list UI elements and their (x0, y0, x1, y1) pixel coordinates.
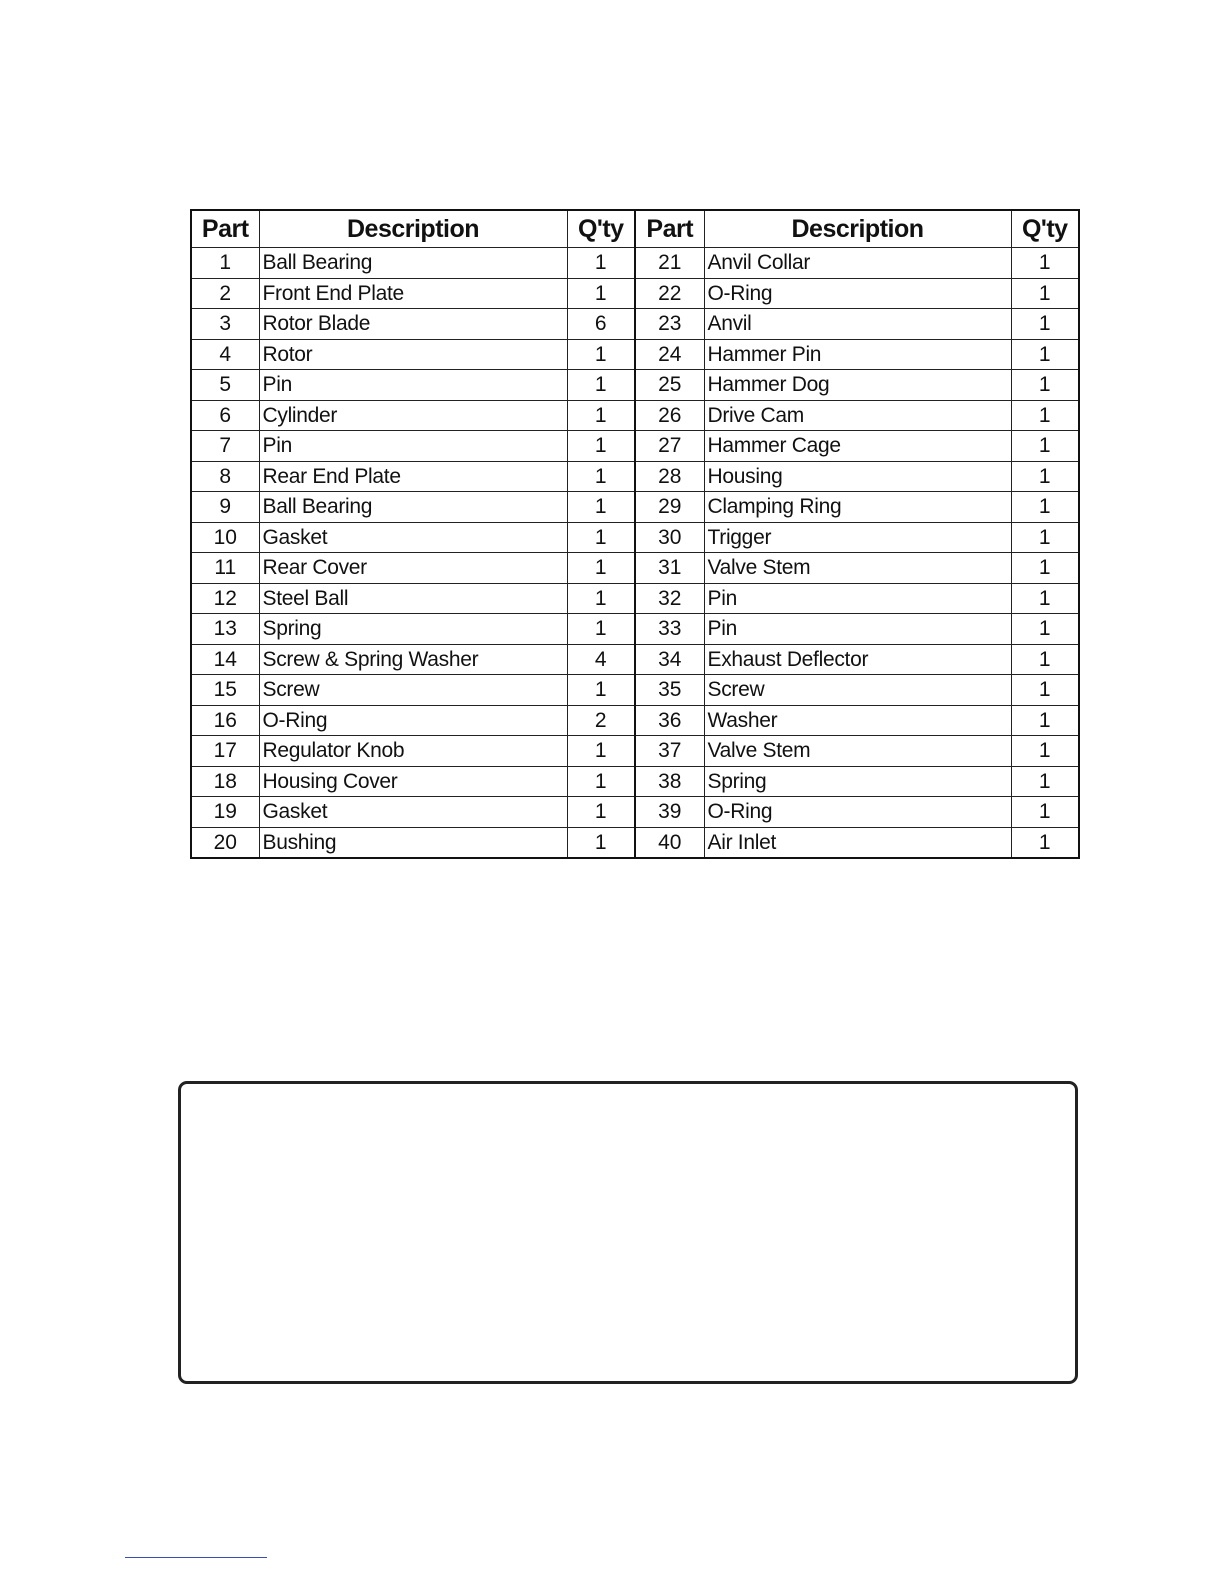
description-cell: Spring (259, 614, 567, 645)
quantity-cell: 1 (567, 339, 635, 370)
quantity-cell: 1 (1011, 705, 1079, 736)
quantity-cell: 1 (1011, 400, 1079, 431)
quantity-cell: 1 (1011, 583, 1079, 614)
table-row (191, 370, 1079, 401)
table-row (191, 248, 1079, 279)
description-cell: Hammer Dog (704, 370, 1011, 401)
table-row (191, 553, 1079, 584)
part-number-cell: 6 (191, 400, 259, 431)
quantity-cell: 1 (567, 614, 635, 645)
part-number-cell: 38 (635, 766, 704, 797)
part-number-cell: 21 (635, 248, 704, 279)
description-cell: Rear Cover (259, 553, 567, 584)
part-number-cell: 1 (191, 248, 259, 279)
quantity-cell: 1 (567, 278, 635, 309)
table-row (191, 431, 1079, 462)
part-number-cell: 35 (635, 675, 704, 706)
notice-box (178, 1081, 1078, 1384)
parts-table-body (191, 248, 1079, 859)
description-cell: Rotor (259, 339, 567, 370)
part-number-cell: 37 (635, 736, 704, 767)
part-number-cell: 14 (191, 644, 259, 675)
table-row (191, 675, 1079, 706)
description-cell: O-Ring (704, 797, 1011, 828)
description-cell: Rear End Plate (259, 461, 567, 492)
table-header-row (191, 210, 1079, 248)
part-number-cell: 36 (635, 705, 704, 736)
description-cell: Screw (704, 675, 1011, 706)
part-number-cell: 28 (635, 461, 704, 492)
part-number-cell: 19 (191, 797, 259, 828)
part-number-cell: 2 (191, 278, 259, 309)
quantity-cell: 1 (1011, 675, 1079, 706)
table-row (191, 461, 1079, 492)
table-row (191, 278, 1079, 309)
quantity-cell: 1 (567, 736, 635, 767)
description-cell: O-Ring (259, 705, 567, 736)
quantity-cell: 1 (567, 583, 635, 614)
part-number-cell: 40 (635, 827, 704, 858)
quantity-cell: 1 (1011, 644, 1079, 675)
quantity-cell: 1 (1011, 248, 1079, 279)
quantity-cell: 2 (567, 705, 635, 736)
quantity-cell: 1 (567, 492, 635, 523)
part-number-cell: 11 (191, 553, 259, 584)
table-row (191, 705, 1079, 736)
part-number-cell: 31 (635, 553, 704, 584)
quantity-cell: 1 (1011, 309, 1079, 340)
quantity-cell: 1 (1011, 492, 1079, 523)
description-cell: Anvil Collar (704, 248, 1011, 279)
description-cell: Pin (259, 370, 567, 401)
description-cell: Bushing (259, 827, 567, 858)
quantity-cell: 1 (567, 797, 635, 828)
description-cell: Rotor Blade (259, 309, 567, 340)
description-cell: Pin (259, 431, 567, 462)
quantity-cell: 1 (1011, 522, 1079, 553)
quantity-cell: 1 (567, 461, 635, 492)
description-cell: Gasket (259, 522, 567, 553)
description-cell: Air Inlet (704, 827, 1011, 858)
part-number-cell: 17 (191, 736, 259, 767)
header-qty-left: Q'ty (567, 210, 635, 248)
description-cell: Clamping Ring (704, 492, 1011, 523)
description-cell: Screw & Spring Washer (259, 644, 567, 675)
description-cell: Hammer Cage (704, 431, 1011, 462)
description-cell: Anvil (704, 309, 1011, 340)
quantity-cell: 1 (567, 675, 635, 706)
quantity-cell: 1 (1011, 370, 1079, 401)
description-cell: Hammer Pin (704, 339, 1011, 370)
description-cell: Washer (704, 705, 1011, 736)
quantity-cell: 1 (567, 248, 635, 279)
table-row (191, 614, 1079, 645)
table-row (191, 339, 1079, 370)
quantity-cell: 1 (1011, 278, 1079, 309)
quantity-cell: 1 (567, 827, 635, 858)
description-cell: Trigger (704, 522, 1011, 553)
table-row (191, 644, 1079, 675)
description-cell: Regulator Knob (259, 736, 567, 767)
parts-list-table (190, 209, 1080, 859)
description-cell: Pin (704, 614, 1011, 645)
part-number-cell: 20 (191, 827, 259, 858)
part-number-cell: 25 (635, 370, 704, 401)
quantity-cell: 1 (1011, 614, 1079, 645)
description-cell: Gasket (259, 797, 567, 828)
table-row (191, 400, 1079, 431)
part-number-cell: 7 (191, 431, 259, 462)
footer-link-underline[interactable] (125, 1557, 267, 1558)
quantity-cell: 1 (1011, 461, 1079, 492)
table-row (191, 766, 1079, 797)
table-row (191, 827, 1079, 858)
description-cell: Spring (704, 766, 1011, 797)
part-number-cell: 39 (635, 797, 704, 828)
part-number-cell: 12 (191, 583, 259, 614)
table-row (191, 736, 1079, 767)
part-number-cell: 8 (191, 461, 259, 492)
table-row (191, 492, 1079, 523)
part-number-cell: 13 (191, 614, 259, 645)
description-cell: Valve Stem (704, 553, 1011, 584)
part-number-cell: 5 (191, 370, 259, 401)
description-cell: Screw (259, 675, 567, 706)
quantity-cell: 4 (567, 644, 635, 675)
part-number-cell: 3 (191, 309, 259, 340)
quantity-cell: 1 (567, 431, 635, 462)
part-number-cell: 10 (191, 522, 259, 553)
header-part-left: Part (191, 210, 259, 248)
part-number-cell: 22 (635, 278, 704, 309)
table-row (191, 522, 1079, 553)
part-number-cell: 32 (635, 583, 704, 614)
header-description-left: Description (259, 210, 567, 248)
description-cell: Pin (704, 583, 1011, 614)
quantity-cell: 1 (567, 553, 635, 584)
part-number-cell: 30 (635, 522, 704, 553)
part-number-cell: 23 (635, 309, 704, 340)
header-part-right: Part (635, 210, 704, 248)
quantity-cell: 1 (567, 400, 635, 431)
quantity-cell: 1 (1011, 431, 1079, 462)
description-cell: Drive Cam (704, 400, 1011, 431)
description-cell: Valve Stem (704, 736, 1011, 767)
description-cell: Housing (704, 461, 1011, 492)
description-cell: Ball Bearing (259, 492, 567, 523)
part-number-cell: 27 (635, 431, 704, 462)
quantity-cell: 1 (567, 766, 635, 797)
part-number-cell: 29 (635, 492, 704, 523)
header-qty-right: Q'ty (1011, 210, 1079, 248)
part-number-cell: 33 (635, 614, 704, 645)
part-number-cell: 18 (191, 766, 259, 797)
description-cell: Front End Plate (259, 278, 567, 309)
description-cell: Housing Cover (259, 766, 567, 797)
quantity-cell: 6 (567, 309, 635, 340)
quantity-cell: 1 (1011, 339, 1079, 370)
part-number-cell: 15 (191, 675, 259, 706)
quantity-cell: 1 (1011, 797, 1079, 828)
description-cell: O-Ring (704, 278, 1011, 309)
table-row (191, 583, 1079, 614)
quantity-cell: 1 (1011, 827, 1079, 858)
part-number-cell: 4 (191, 339, 259, 370)
quantity-cell: 1 (567, 370, 635, 401)
table-row (191, 797, 1079, 828)
description-cell: Steel Ball (259, 583, 567, 614)
description-cell: Cylinder (259, 400, 567, 431)
table-row (191, 309, 1079, 340)
part-number-cell: 9 (191, 492, 259, 523)
description-cell: Exhaust Deflector (704, 644, 1011, 675)
description-cell: Ball Bearing (259, 248, 567, 279)
header-description-right: Description (704, 210, 1011, 248)
quantity-cell: 1 (1011, 736, 1079, 767)
quantity-cell: 1 (567, 522, 635, 553)
part-number-cell: 34 (635, 644, 704, 675)
quantity-cell: 1 (1011, 553, 1079, 584)
part-number-cell: 26 (635, 400, 704, 431)
part-number-cell: 16 (191, 705, 259, 736)
part-number-cell: 24 (635, 339, 704, 370)
quantity-cell: 1 (1011, 766, 1079, 797)
